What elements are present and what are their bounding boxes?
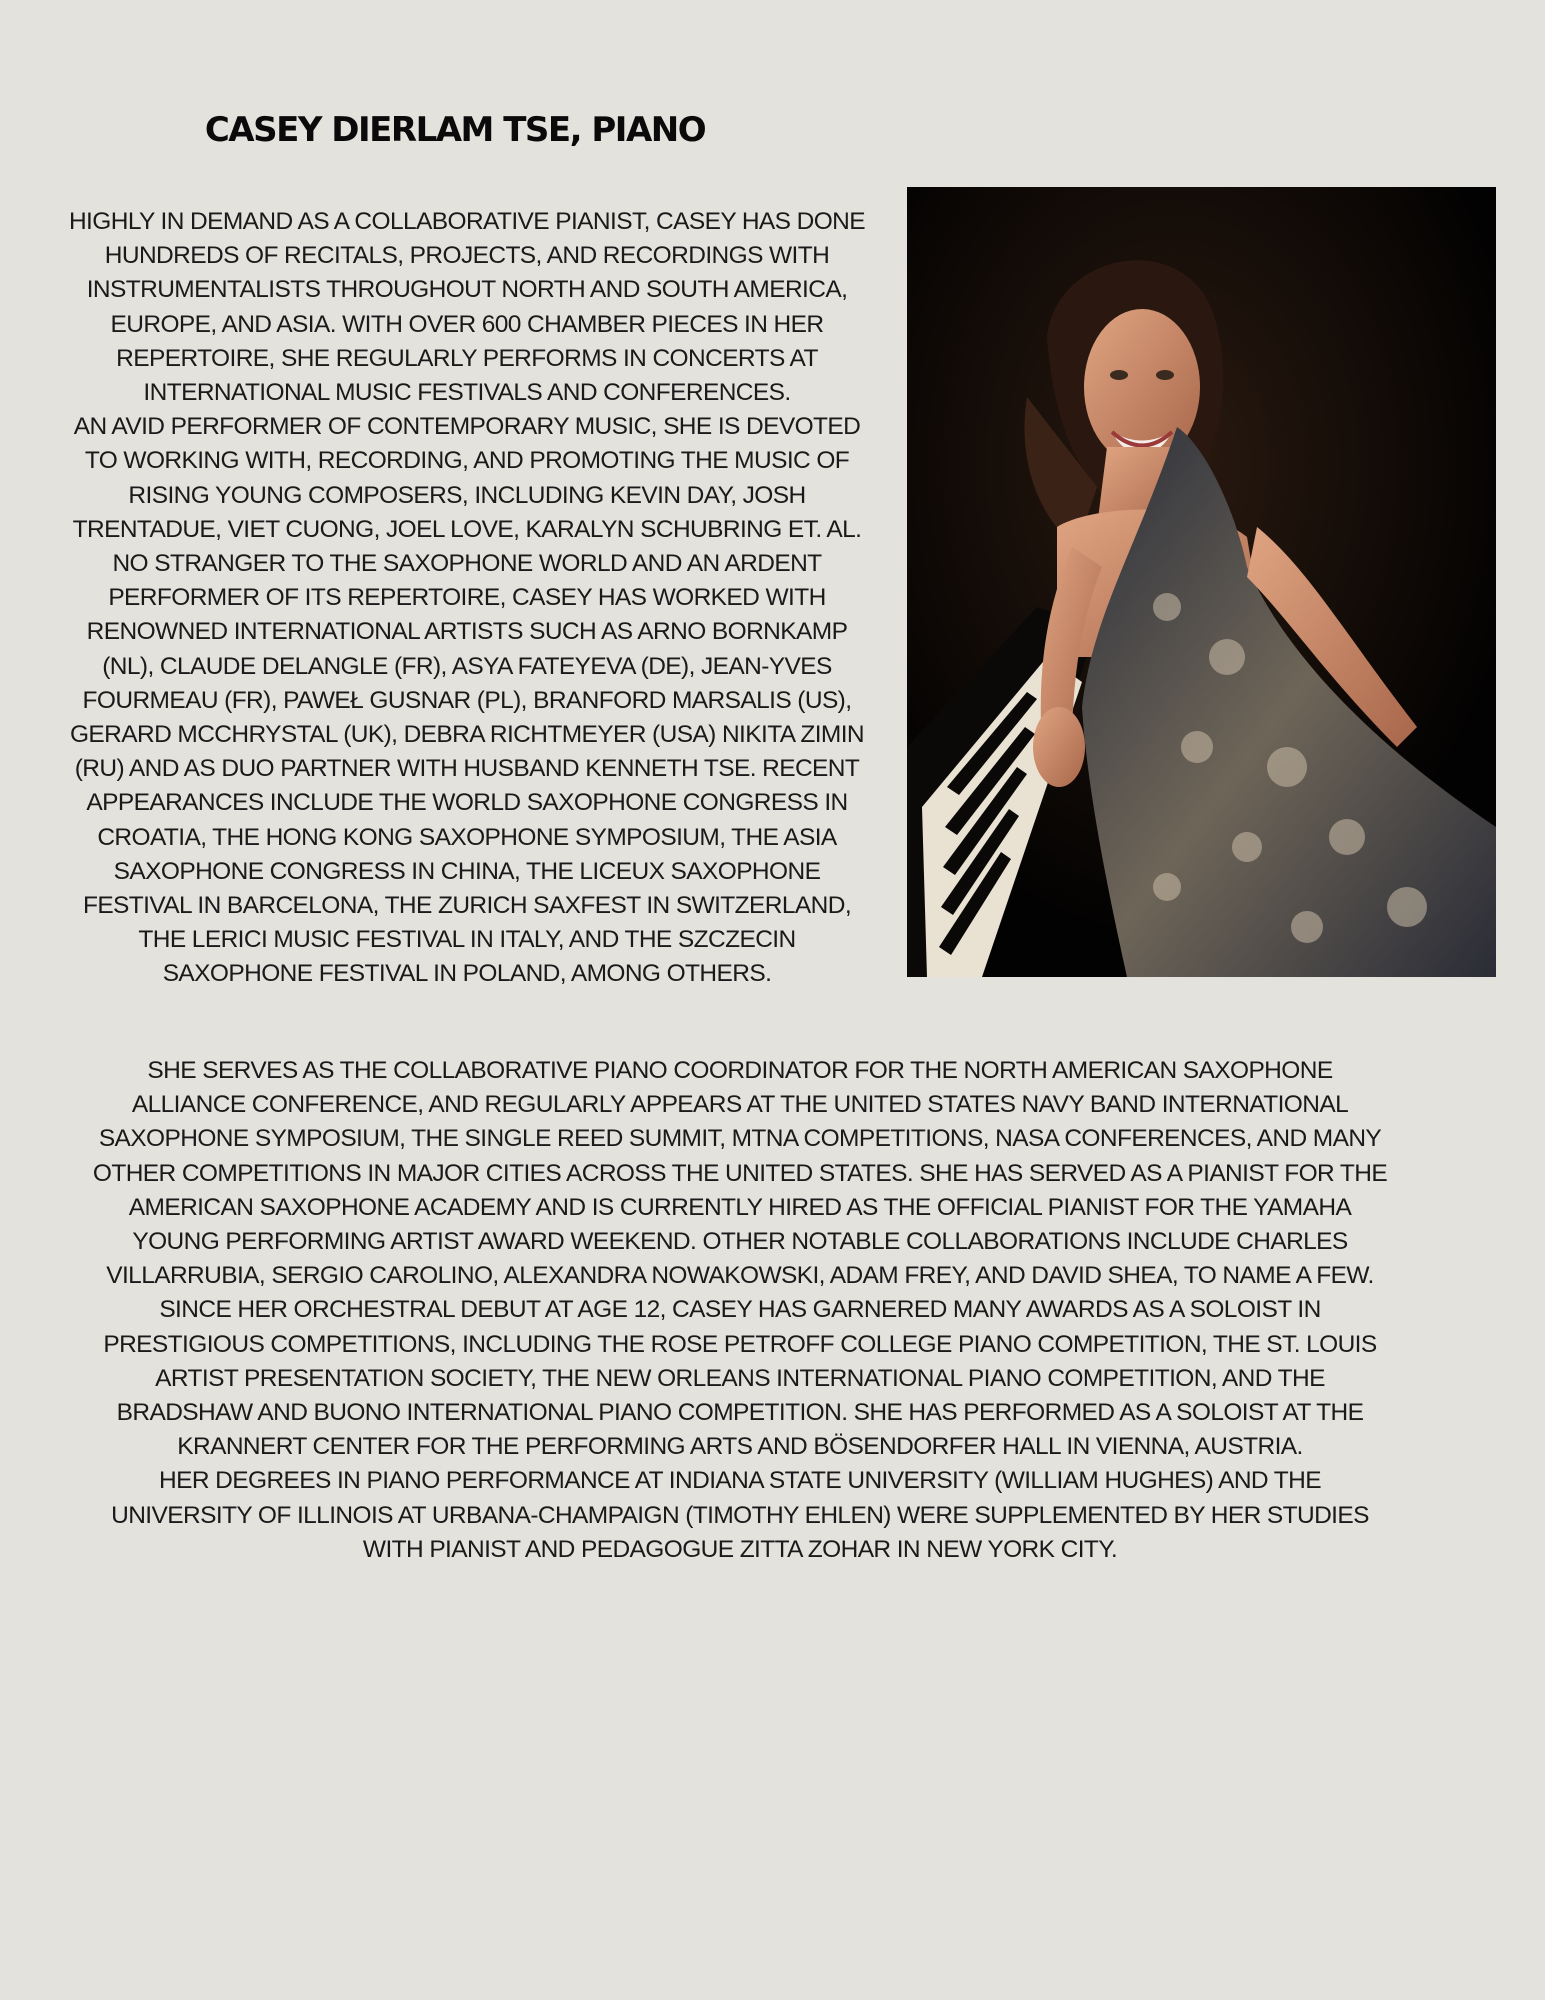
bottom-text-block (90, 1054, 1390, 1567)
intro-paragraph: HIGHLY IN DEMAND AS A COLLABORATIVE PIANIST, CASEY HAS DONE HUNDREDS OF RECITALS, PROJECTS, AND RECORDINGS WITH INSTRUMENTALISTS THROUGHOUT NORTH AND SOUTH AMERICA, EUROPE, AND ASIA. WITH OVER 600 CHAMBER PIECES IN HER REPERTOIRE, SHE REGULARLY PERFORMS IN CONCERTS AT INTERNATIONAL MUSIC FESTIVALS AND CONFERENCES. (68, 208, 866, 407)
bottom-paragraph: HER DEGREES IN PIANO PERFORMANCE AT INDIANA STATE UNIVERSITY (WILLIAM HUGHES) AND THE UNIVERSITY OF ILLINOIS AT URBANA-CHAMPAIGN (TIMOTHY EHLEN) WERE SUPPLEMENTED BY HER STUDIES WITH PIANIST AND PEDAGOGUE ZITTA ZOHAR IN NEW YORK CITY. (111, 1467, 1369, 1563)
intro-paragraph: NO STRANGER TO THE SAXOPHONE WORLD AND AN ARDENT PERFORMER OF ITS REPERTOIRE, CASEY HAS WORKED WITH RENOWNED INTERNATIONAL ARTISTS SUCH AS ARNO BORNKAMP (NL), CLAUDE DELANGLE (FR), ASYA FATEYEVA (DE), JEAN-YVES FOURMEAU (FR), PAWEŁ GUSNAR (PL), BRANFORD MARSALIS (US), GERARD MCCHRYSTAL (UK), DEBRA RICHTMEYER (USA) NIKITA ZIMIN (RU) AND AS DUO PARTNER WITH HUSBAND KENNETH TSE. RECENT APPEARANCES INCLUDE THE WORLD SAXOPHONE CONGRESS IN CROATIA, THE HONG KONG SAXOPHONE SYMPOSIUM, THE ASIA SAXOPHONE CONGRESS IN CHINA, THE LICEUX SAXOPHONE FESTIVAL IN BARCELONA, THE ZURICH SAXFEST IN SWITZERLAND, THE LERICI MUSIC FESTIVAL IN ITALY, AND THE SZCZECIN SAXOPHONE FESTIVAL IN POLAND, AMONG OTHERS. (69, 550, 865, 988)
intro-text-block (62, 205, 872, 992)
intro-paragraph: AN AVID PERFORMER OF CONTEMPORARY MUSIC, SHE IS DEVOTED TO WORKING WITH, RECORDING, AND PROMOTING THE MUSIC OF RISING YOUNG COMPOSERS, INCLUDING KEVIN DAY, JOSH TRENTADUE, VIET CUONG, JOEL LOVE, KARALYN SCHUBRING ET. AL. (72, 413, 862, 543)
bottom-paragraph: SHE SERVES AS THE COLLABORATIVE PIANO COORDINATOR FOR THE NORTH AMERICAN SAXOPHONE ALLIANCE CONFERENCE, AND REGULARLY APPEARS AT THE UNITED STATES NAVY BAND INTERNATIONAL SAXOPHONE SYMPOSIUM, THE SINGLE REED SUMMIT, MTNA COMPETITIONS, NASA CONFERENCES, AND MANY OTHER COMPETITIONS IN MAJOR CITIES ACROSS THE UNITED STATES. SHE HAS SERVED AS A PIANIST FOR THE AMERICAN SAXOPHONE ACADEMY AND IS CURRENTLY HIRED AS THE OFFICIAL PIANIST FOR THE YAMAHA YOUNG PERFORMING ARTIST AWARD WEEKEND. OTHER NOTABLE COLLABORATIONS INCLUDE CHARLES VILLARRUBIA, SERGIO CAROLINO, ALEXANDRA NOWAKOWSKI, ADAM FREY, AND DAVID SHEA, TO NAME A FEW. (92, 1057, 1388, 1290)
page-title: CASEY DIERLAM TSE, PIANO (204, 110, 706, 150)
portrait-illustration (907, 187, 1496, 977)
portrait-photo (907, 187, 1496, 977)
bottom-paragraph: SINCE HER ORCHESTRAL DEBUT AT AGE 12, CASEY HAS GARNERED MANY AWARDS AS A SOLOIST IN PRESTIGIOUS COMPETITIONS, INCLUDING THE ROSE PETROFF COLLEGE PIANO COMPETITION, THE ST. LOUIS ARTIST PRESENTATION SOCIETY, THE NEW ORLEANS INTERNATIONAL PIANO COMPETITION, AND THE BRADSHAW AND BUONO INTERNATIONAL PIANO COMPETITION. SHE HAS PERFORMED AS A SOLOIST AT THE KRANNERT CENTER FOR THE PERFORMING ARTS AND BÖSENDORFER HALL IN VIENNA, AUSTRIA. (103, 1296, 1377, 1461)
